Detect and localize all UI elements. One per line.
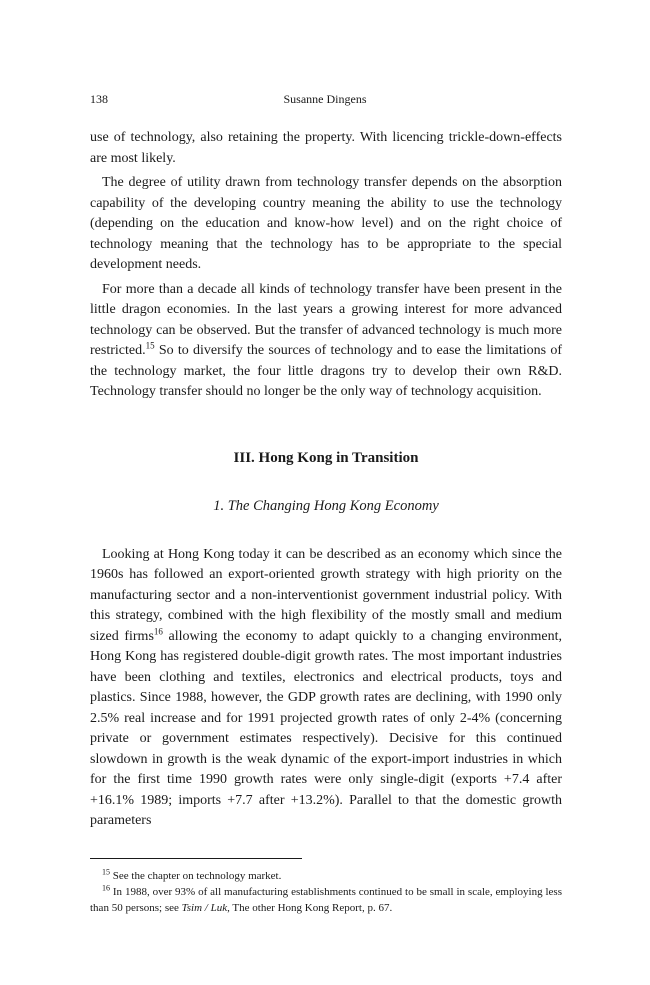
footnote-reference-16: 16	[153, 625, 163, 636]
section-heading: III. Hong Kong in Transition	[233, 449, 419, 466]
paragraph-continued: use of technology, also retaining the property. With licencing trickle-down-effects are most likely.	[90, 130, 562, 166]
footnote-number: 16	[102, 883, 110, 893]
footnote-authors: Tsim / Luk	[181, 902, 228, 914]
paragraph-technology-transfer	[90, 280, 562, 403]
footnote-text: See the chapter on technology market.	[110, 870, 282, 882]
footnotes	[90, 868, 562, 916]
running-head: Susanne Dingens	[283, 92, 367, 106]
paragraph-text: Looking at Hong Kong today it can be described as an economy which since the 1960s has followed an export-oriented growth strategy with high priority on the manufacturing sector and a non-interventionist government industrial policy. With this strategy, combined with the high flexibility of the mostly small and medium sized firms	[90, 546, 562, 644]
paragraph-hong-kong-economy	[90, 545, 562, 832]
footnote-reference-15: 15	[145, 340, 155, 351]
paragraph-utility: The degree of utility drawn from technology transfer depends on the absorption capability of the developing country meaning the ability to use the technology (depending on the education and know-how level) and on the right choice of technology meaning that the technology has to be appropriate to the special development needs.	[90, 175, 562, 272]
body-text	[90, 128, 562, 836]
footnote-text: , The other Hong Kong Report, p. 67.	[227, 902, 393, 914]
footnote-text: In 1988, over 93% of all manufacturing establishments continued to be small in scale, employing less than 50 persons; see	[90, 886, 562, 914]
page-header	[90, 92, 560, 112]
page-number: 138	[90, 92, 108, 106]
subsection-heading: 1. The Changing Hong Kong Economy	[213, 498, 439, 514]
footnote-divider	[90, 858, 302, 859]
paragraph-text: So to diversify the sources of technology and to ease the limitations of the technology market, the four little dragons try to develop their own R&D. Technology transfer should no longer be the only way of technology acquisition.	[90, 343, 562, 399]
paragraph-text: For more than a decade all kinds of technology transfer have been present in the little dragon economies. In the last years a growing interest for more advanced technology can be observed. But the transfer of advanced technology is much more restricted.	[90, 281, 562, 358]
footnote-15	[90, 868, 562, 884]
footnote-16	[90, 884, 562, 916]
footnote-number: 15	[102, 867, 110, 877]
paragraph-text: allowing the economy to adapt quickly to a changing environment, Hong Kong has registered double-digit growth rates. The most important industries have been clothing and textiles, electronics and electrical products, toys and plastics. Since 1988, however, the GDP growth rates are declining, with 1990 only 2.5% real increase and for 1991 projected growth rates of only 2-4% (concerning private or government estimates respectively). Decisive for this continued slowdown in growth is the weak dynamic of the export-import industries in which for the first time 1990 growth rates were only single-digit (exports +7.4 after +16.1% 1989; imports +7.7 after +13.2%). Parallel to that the domestic growth parameters	[90, 628, 562, 828]
